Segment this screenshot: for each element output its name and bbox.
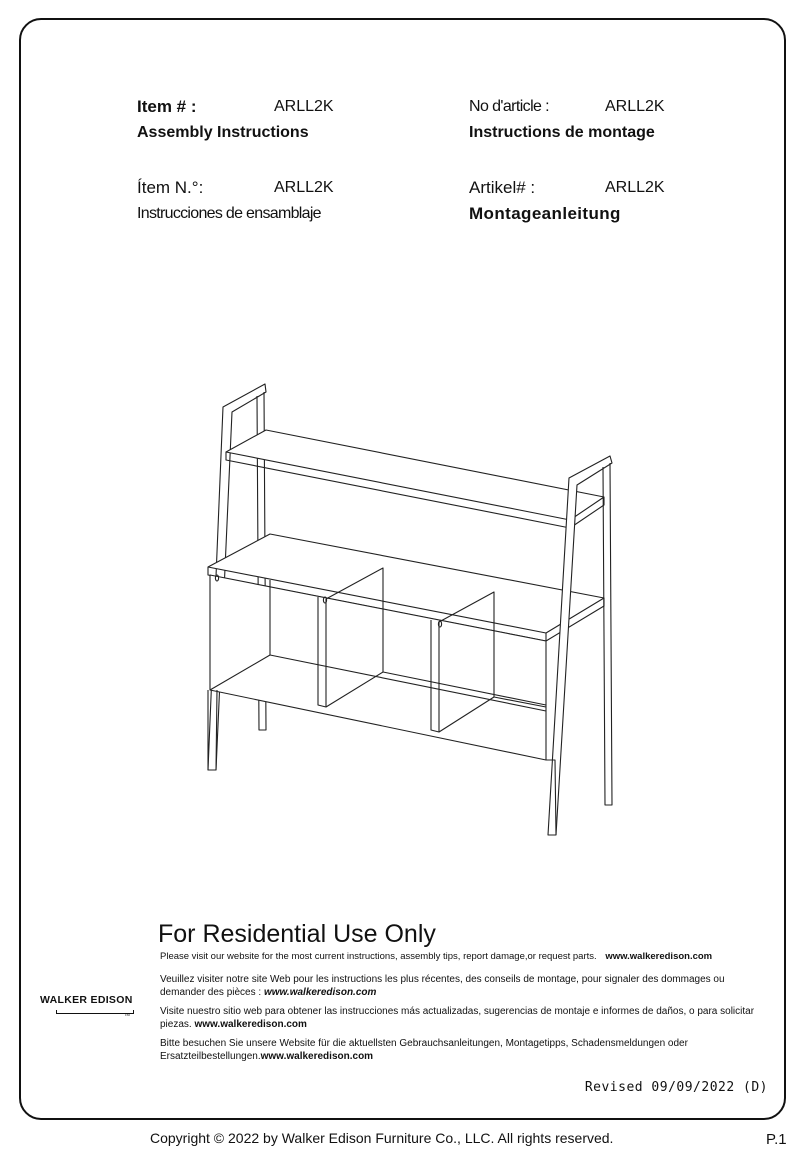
walker-edison-logo [40,994,140,1020]
notice-en-text: Please visit our website for the most current instructions, assembly tips, report damage,or request parts. [160,951,597,962]
notice-es-text: Visite nuestro sitio web para obtener las instrucciones más actualizadas, sugerencias de montaje e informes de daños, o para solicitar piezas. [160,1006,755,1030]
revision-date: Revised 09/09/2022 (D) [584,1080,768,1095]
copyright-notice: Copyright © 2022 by Walker Edison Furniture Co., LLC. All rights reserved. [150,1130,614,1146]
notice-es-url[interactable]: www.walkeredison.com [194,1019,307,1030]
fr-title: Instructions de montage [469,124,655,141]
de-title: Montageanleitung [469,204,621,223]
notice-de-url[interactable]: www.walkeredison.com [260,1051,374,1062]
residential-use-heading: For Residential Use Only [158,920,436,948]
logo-tm: TM [124,1012,130,1017]
es-title: Instrucciones de ensamblaje [137,205,321,222]
notice-de [160,1037,766,1063]
notice-fr-url[interactable]: www.walkeredison.com [263,987,377,998]
fr-item-label: No d'article : [469,98,550,115]
notice-en-url[interactable]: www.walkeredison.com [605,951,713,962]
notice-de-text: Bitte besuchen Sie unsere Website für die aktuellsten Gebrauchsanleitungen, Montagetipps, Schadensmeldungen oder Ersatzteilbestellungen. [160,1038,688,1062]
logo-underline [56,1010,134,1014]
en-item-code: ARLL2K [274,98,334,115]
fr-item-code: ARLL2K [605,98,665,115]
notice-en [160,950,766,963]
es-item-label: Ítem N.°: [137,178,204,197]
de-item-label: Artikel# : [469,178,536,197]
en-item-label: Item # : [137,97,197,116]
logo-text: WALKER EDISON [40,994,133,1006]
es-item-code: ARLL2K [274,179,334,196]
de-item-code: ARLL2K [605,179,665,196]
notice-fr-text: Veuillez visiter notre site Web pour les instructions les plus récentes, des conseils de montage, pour signaler des dommages ou demander des pièces : [160,974,725,998]
page-number: P.1 [766,1131,787,1148]
notice-fr [160,973,766,999]
en-title: Assembly Instructions [137,124,309,141]
notice-es [160,1005,766,1031]
